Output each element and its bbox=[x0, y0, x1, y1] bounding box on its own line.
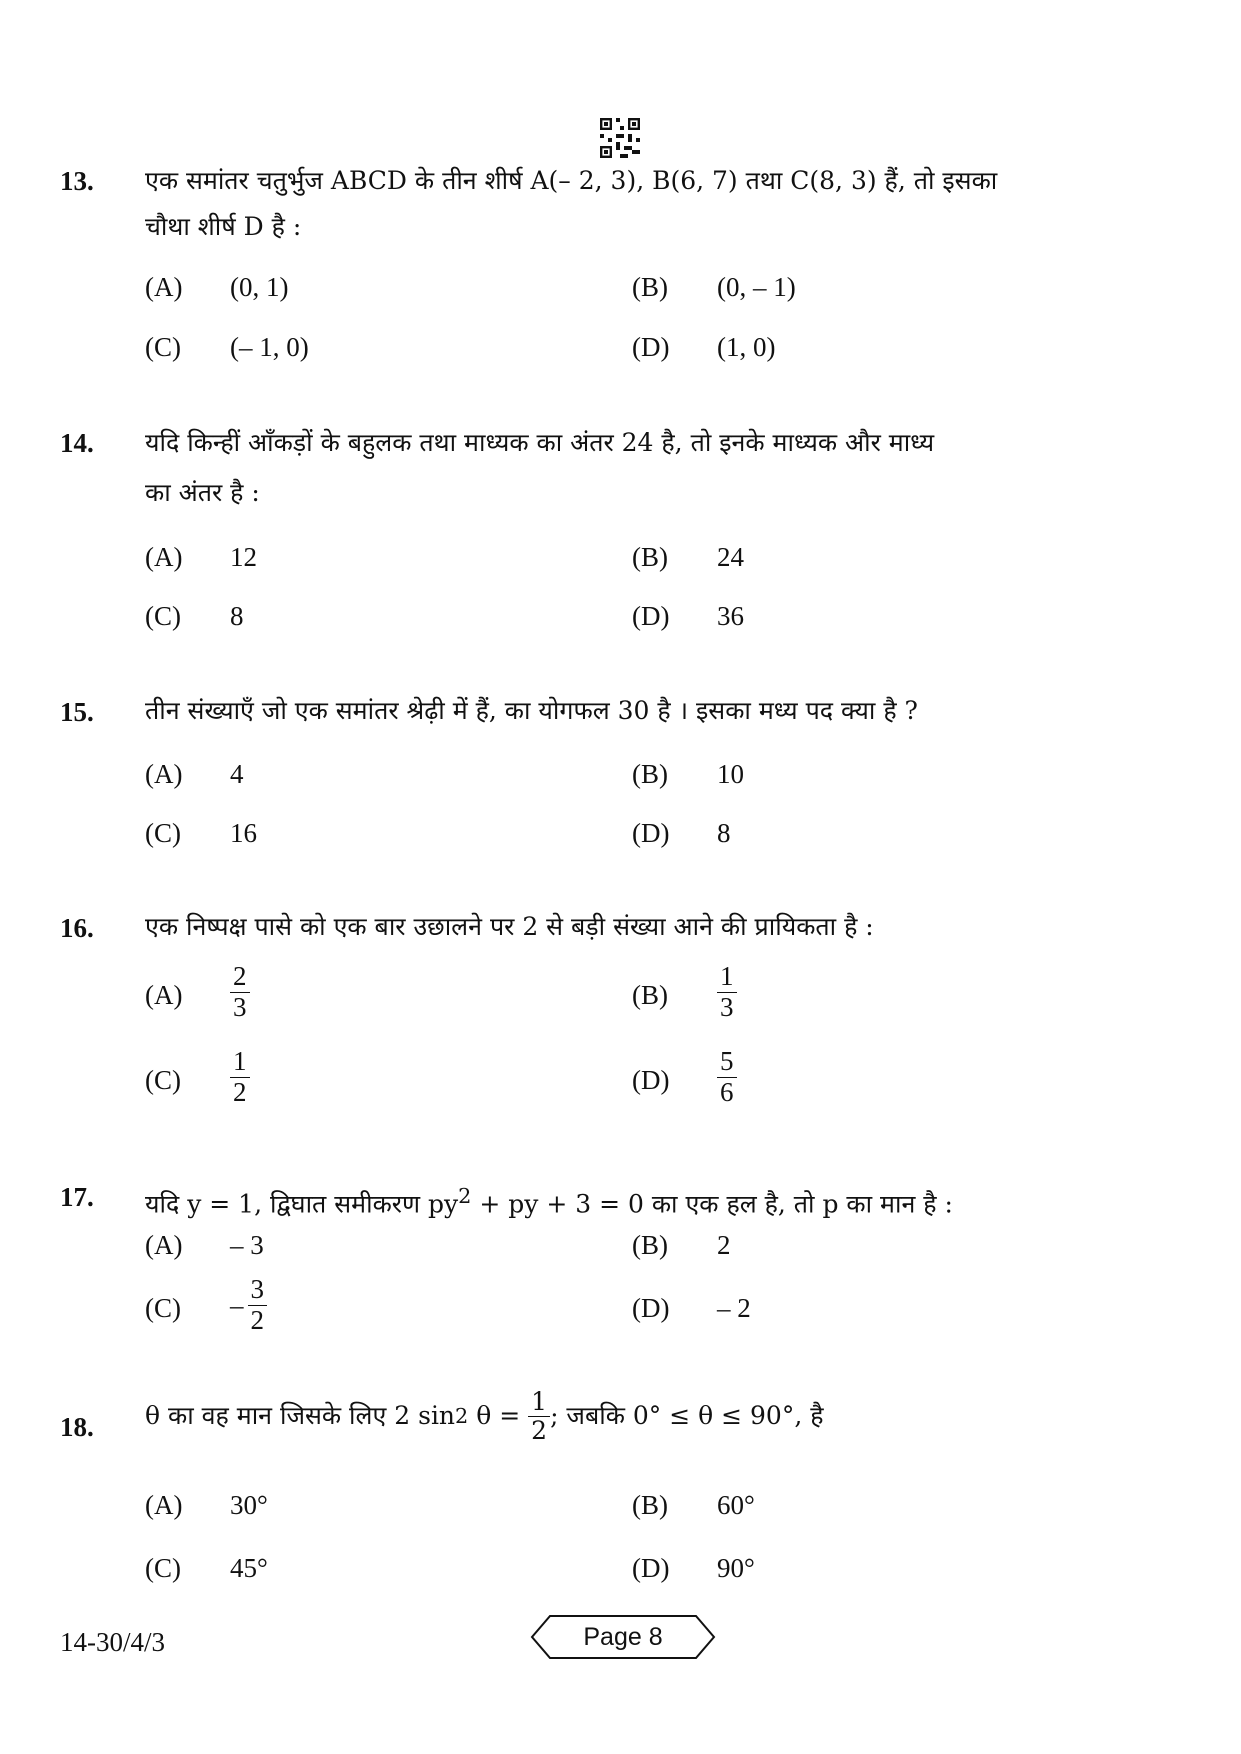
option-fraction bbox=[248, 1275, 268, 1335]
option-label: (C) bbox=[145, 1293, 181, 1323]
option-label: (A) bbox=[145, 759, 183, 789]
option-label: (C) bbox=[145, 1553, 181, 1583]
fraction-denominator: 3 bbox=[720, 991, 734, 1022]
question-number: 17. bbox=[60, 1182, 94, 1212]
question-text bbox=[145, 158, 1125, 250]
option-label: (C) bbox=[145, 332, 181, 362]
question-text-line: एक समांतर चतुर्भुज ABCD के तीन शीर्ष A(– 2, 3), B(6, 7) तथा C(8, 3) हैं, तो इसका bbox=[145, 166, 998, 195]
option-label: (D) bbox=[632, 332, 670, 362]
option-fraction bbox=[230, 962, 250, 1022]
option-label: (A) bbox=[145, 272, 183, 302]
option-label: (B) bbox=[632, 1490, 668, 1520]
option-value: 4 bbox=[230, 759, 244, 789]
option-label: (A) bbox=[145, 980, 183, 1010]
option-value: (0, 1) bbox=[230, 272, 289, 302]
option-value: 10 bbox=[717, 759, 744, 789]
question-number: 18. bbox=[60, 1412, 94, 1442]
option-label: (C) bbox=[145, 818, 181, 848]
option-value: (0, – 1) bbox=[717, 272, 796, 302]
option-value bbox=[230, 1275, 267, 1335]
paper-code: 14-30/4/3 bbox=[60, 1627, 165, 1657]
fraction-numerator: 5 bbox=[717, 1047, 737, 1078]
question-text bbox=[145, 418, 1125, 518]
option-label: (B) bbox=[632, 759, 668, 789]
option-label: (C) bbox=[145, 601, 181, 631]
option-label: (A) bbox=[145, 1490, 183, 1520]
question-text bbox=[145, 904, 1125, 950]
minus-sign: – bbox=[230, 1289, 244, 1320]
fraction-numerator: 2 bbox=[230, 962, 250, 993]
option-value: 90° bbox=[717, 1553, 755, 1583]
question-text-line: एक निष्पक्ष पासे को एक बार उछालने पर 2 से बड़ी संख्या आने की प्रायिकता है : bbox=[145, 912, 874, 941]
option-value: (1, 0) bbox=[717, 332, 776, 362]
fraction-denominator: 2 bbox=[233, 1076, 247, 1107]
option-label: (B) bbox=[632, 1230, 668, 1260]
option-label: (D) bbox=[632, 1293, 670, 1323]
question-number: 16. bbox=[60, 913, 94, 943]
option-label: (D) bbox=[632, 601, 670, 631]
option-label: (A) bbox=[145, 1230, 183, 1260]
fraction-numerator: 3 bbox=[248, 1275, 268, 1306]
fraction-denominator: 2 bbox=[531, 1415, 548, 1445]
inline-fraction bbox=[528, 1388, 550, 1444]
option-value: – 3 bbox=[230, 1230, 264, 1260]
option-value: – 2 bbox=[717, 1293, 751, 1323]
fraction-numerator: 1 bbox=[230, 1047, 250, 1078]
question-text-part: θ = bbox=[468, 1401, 529, 1430]
question-text bbox=[145, 1173, 1125, 1227]
superscript: 2 bbox=[458, 1184, 472, 1208]
question-text-line: यदि किन्हीं आँकड़ों के बहुलक तथा माध्यक का अंतर 24 है, तो इनके माध्यक और माध्य bbox=[145, 428, 935, 457]
question-number: 15. bbox=[60, 697, 94, 727]
question-text-line: तीन संख्याएँ जो एक समांतर श्रेढ़ी में हैं, का योगफल 30 है । इसका मध्य पद क्या है ? bbox=[145, 696, 918, 725]
page-number: Page 8 bbox=[583, 1623, 663, 1651]
fraction-numerator: 1 bbox=[717, 962, 737, 993]
question-number: 13. bbox=[60, 166, 94, 196]
option-fraction bbox=[717, 1047, 737, 1107]
option-label: (B) bbox=[632, 980, 668, 1010]
option-value: (– 1, 0) bbox=[230, 332, 309, 362]
fraction-denominator: 6 bbox=[720, 1076, 734, 1107]
superscript: 2 bbox=[455, 1403, 469, 1428]
option-label: (B) bbox=[632, 542, 668, 572]
question-text-line: का अंतर है : bbox=[145, 478, 260, 507]
option-label: (C) bbox=[145, 1065, 181, 1095]
option-value: 24 bbox=[717, 542, 744, 572]
option-label: (D) bbox=[632, 818, 670, 848]
option-value: 8 bbox=[717, 818, 731, 848]
option-value: 2 bbox=[717, 1230, 731, 1260]
option-value: 45° bbox=[230, 1553, 268, 1583]
question-number: 14. bbox=[60, 428, 94, 458]
option-value: 36 bbox=[717, 601, 744, 631]
question-text-part: ; जबकि 0° ≤ θ ≤ 90°, है bbox=[550, 1401, 824, 1430]
option-value: 60° bbox=[717, 1490, 755, 1520]
option-label: (B) bbox=[632, 272, 668, 302]
question-text-part: + py + 3 = 0 का एक हल है, तो p का मान है : bbox=[471, 1189, 953, 1219]
option-value: 8 bbox=[230, 601, 244, 631]
option-value: 12 bbox=[230, 542, 257, 572]
option-fraction bbox=[717, 962, 737, 1022]
question-text bbox=[145, 688, 1125, 734]
option-value: 30° bbox=[230, 1490, 268, 1520]
option-label: (D) bbox=[632, 1065, 670, 1095]
option-label: (D) bbox=[632, 1553, 670, 1583]
question-text bbox=[145, 1388, 1125, 1444]
question-text-part: θ का वह मान जिसके लिए 2 sin bbox=[145, 1401, 456, 1430]
question-text-part: यदि y = 1, द्विघात समीकरण py bbox=[145, 1189, 459, 1219]
option-fraction bbox=[230, 1047, 250, 1107]
question-text-line: चौथा शीर्ष D है : bbox=[145, 212, 302, 241]
fraction-denominator: 2 bbox=[250, 1304, 264, 1335]
option-label: (A) bbox=[145, 542, 183, 572]
qr-code bbox=[600, 118, 640, 158]
option-value: 16 bbox=[230, 818, 257, 848]
fraction-numerator: 1 bbox=[528, 1388, 550, 1417]
page-number-badge bbox=[530, 1614, 716, 1660]
fraction-denominator: 3 bbox=[233, 991, 247, 1022]
